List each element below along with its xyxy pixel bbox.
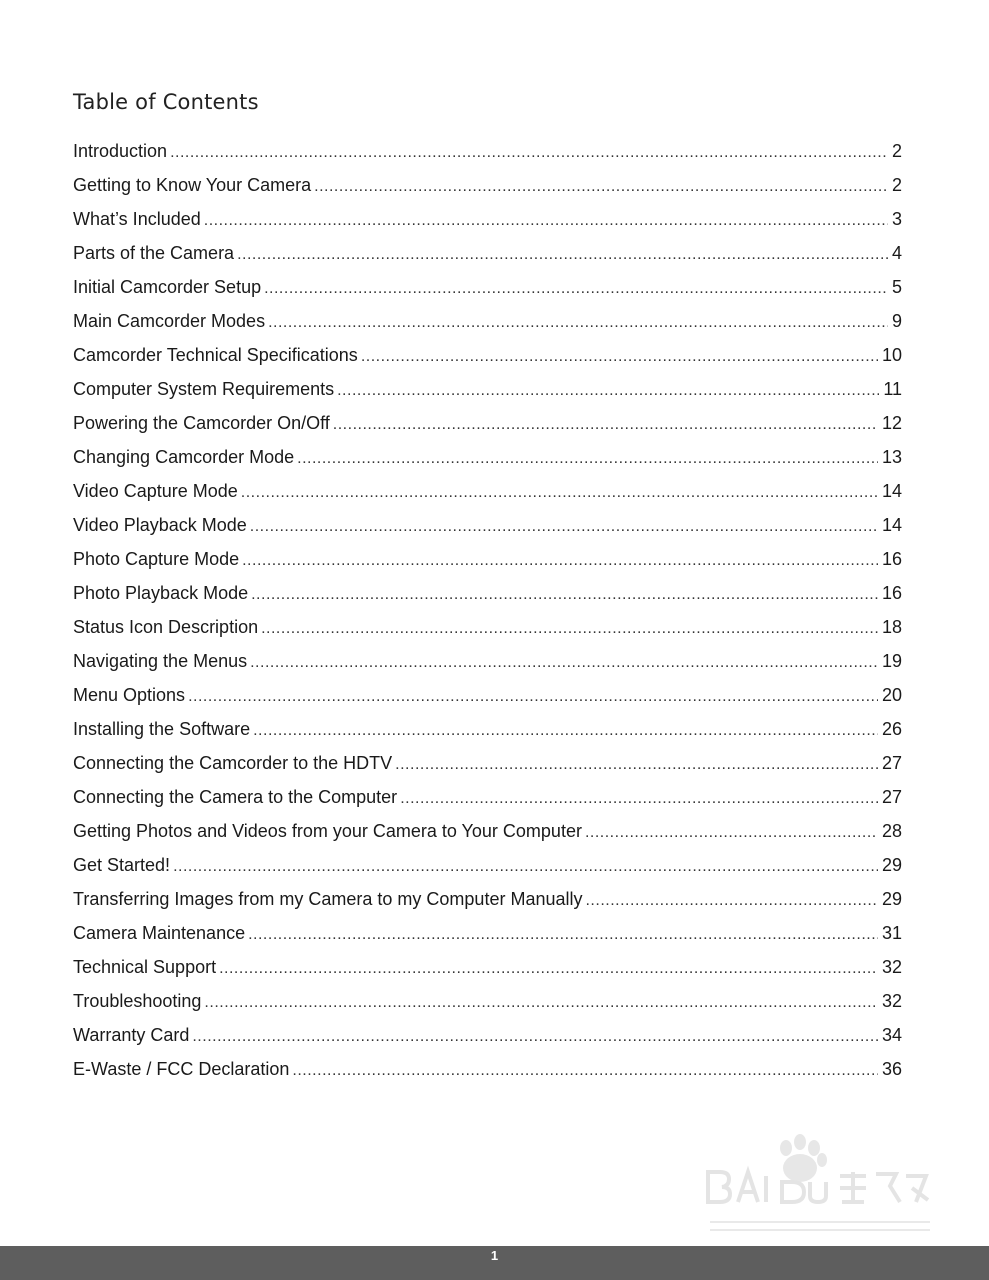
toc-entry bbox=[73, 542, 902, 576]
toc-entry bbox=[73, 882, 902, 916]
toc-entry-title: Technical Support bbox=[73, 957, 217, 977]
toc-entry bbox=[73, 950, 902, 984]
dot-leader bbox=[204, 204, 888, 236]
dot-leader bbox=[242, 544, 878, 576]
toc-entry bbox=[73, 134, 902, 168]
dot-leader bbox=[361, 340, 878, 372]
toc-entry bbox=[73, 916, 902, 950]
dot-leader bbox=[188, 680, 878, 712]
toc-entry-title: Transferring Images from my Camera to my Computer Manually bbox=[73, 889, 583, 909]
toc-entry-page: 9 bbox=[891, 311, 902, 331]
toc-entry-page: 26 bbox=[881, 719, 902, 739]
toc-entry-page: 5 bbox=[891, 277, 902, 297]
dot-leader bbox=[253, 714, 878, 746]
page-title: Table of Contents bbox=[73, 90, 259, 114]
page-number: 1 bbox=[490, 1248, 499, 1263]
toc-entry-page: 27 bbox=[881, 787, 902, 807]
toc-entry-title: Initial Camcorder Setup bbox=[73, 277, 262, 297]
toc-entry-title: Status Icon Description bbox=[73, 617, 259, 637]
toc-entry-page: 18 bbox=[881, 617, 902, 637]
dot-leader bbox=[219, 952, 878, 984]
toc-entry-page: 2 bbox=[891, 141, 902, 161]
toc-entry bbox=[73, 712, 902, 746]
toc-entry-page: 3 bbox=[891, 209, 902, 229]
dot-leader bbox=[250, 510, 878, 542]
toc-entry-page: 14 bbox=[881, 481, 902, 501]
toc-entry-title: Getting to Know Your Camera bbox=[73, 175, 312, 195]
dot-leader bbox=[268, 306, 888, 338]
toc-entry-title: Connecting the Camcorder to the HDTV bbox=[73, 753, 393, 773]
dot-leader bbox=[297, 442, 878, 474]
toc-entry-title: Main Camcorder Modes bbox=[73, 311, 266, 331]
dot-leader bbox=[204, 986, 878, 1018]
toc-entry-page: 13 bbox=[881, 447, 902, 467]
toc-entry-title: Navigating the Menus bbox=[73, 651, 248, 671]
dot-leader bbox=[241, 476, 878, 508]
toc-entry bbox=[73, 474, 902, 508]
baidu-jingyan-watermark bbox=[700, 1130, 940, 1240]
toc-entry-page: 29 bbox=[881, 855, 902, 875]
toc-entry-page: 27 bbox=[881, 753, 902, 773]
toc-entry bbox=[73, 270, 902, 304]
toc-entry bbox=[73, 1018, 902, 1052]
toc-entry-title: Get Started! bbox=[73, 855, 171, 875]
toc-entry-page: 28 bbox=[881, 821, 902, 841]
toc-entry-page: 20 bbox=[881, 685, 902, 705]
toc-entry-page: 12 bbox=[881, 413, 902, 433]
toc-entry bbox=[73, 644, 902, 678]
toc-entry-title: Photo Capture Mode bbox=[73, 549, 240, 569]
toc-entry-title: Video Capture Mode bbox=[73, 481, 238, 501]
toc-entry bbox=[73, 780, 902, 814]
toc-entry-page: 34 bbox=[881, 1025, 902, 1045]
toc-entry-title: Photo Playback Mode bbox=[73, 583, 249, 603]
dot-leader bbox=[173, 850, 878, 882]
toc-entry-title: Menu Options bbox=[73, 685, 186, 705]
toc-entry-title: Computer System Requirements bbox=[73, 379, 335, 399]
toc-entry bbox=[73, 372, 902, 406]
toc-entry-page: 11 bbox=[883, 379, 902, 399]
toc-entry-title: E-Waste / FCC Declaration bbox=[73, 1059, 290, 1079]
toc-entry-page: 4 bbox=[891, 243, 902, 263]
toc-entry bbox=[73, 984, 902, 1018]
toc-entry bbox=[73, 508, 902, 542]
dot-leader bbox=[264, 272, 888, 304]
toc-entry bbox=[73, 610, 902, 644]
toc-entry-title: Video Playback Mode bbox=[73, 515, 247, 535]
toc-entry-title: What’s Included bbox=[73, 209, 201, 229]
dot-leader bbox=[314, 170, 888, 202]
dot-leader bbox=[237, 238, 888, 270]
watermark-logotype bbox=[708, 1172, 928, 1202]
toc-entry-title: Powering the Camcorder On/Off bbox=[73, 413, 330, 433]
paw-icon bbox=[780, 1134, 827, 1182]
dot-leader bbox=[192, 1020, 878, 1052]
toc-entry-page: 19 bbox=[881, 651, 902, 671]
dot-leader bbox=[292, 1054, 878, 1086]
toc-entry bbox=[73, 440, 902, 474]
dot-leader bbox=[261, 612, 878, 644]
toc-entry-page: 2 bbox=[891, 175, 902, 195]
dot-leader bbox=[251, 578, 878, 610]
toc-entry-page: 31 bbox=[881, 923, 902, 943]
toc-entry-page: 14 bbox=[881, 515, 902, 535]
dot-leader bbox=[395, 748, 878, 780]
toc-entry bbox=[73, 576, 902, 610]
toc-entry-page: 10 bbox=[881, 345, 902, 365]
dot-leader bbox=[248, 918, 878, 950]
toc-entry-title: Troubleshooting bbox=[73, 991, 202, 1011]
dot-leader bbox=[250, 646, 878, 678]
toc-entry-title: Installing the Software bbox=[73, 719, 251, 739]
toc-entry bbox=[73, 848, 902, 882]
dot-leader bbox=[333, 408, 878, 440]
dot-leader bbox=[585, 816, 878, 848]
toc-entry-title: Warranty Card bbox=[73, 1025, 190, 1045]
dot-leader bbox=[585, 884, 877, 916]
dot-leader bbox=[170, 136, 888, 168]
footer-bar bbox=[0, 1246, 989, 1280]
toc-entry-page: 16 bbox=[881, 583, 902, 603]
toc-entry bbox=[73, 338, 902, 372]
toc-entry bbox=[73, 814, 902, 848]
toc-entry-title: Changing Camcorder Mode bbox=[73, 447, 295, 467]
dot-leader bbox=[337, 374, 879, 406]
toc-entry-title: Getting Photos and Videos from your Camera to Your Computer bbox=[73, 821, 582, 841]
toc-entry-page: 32 bbox=[881, 991, 902, 1011]
toc-entry-title: Camcorder Technical Specifications bbox=[73, 345, 358, 365]
toc-entry bbox=[73, 304, 902, 338]
toc-entry-title: Connecting the Camera to the Computer bbox=[73, 787, 398, 807]
toc-entry bbox=[73, 678, 902, 712]
toc-entry bbox=[73, 236, 902, 270]
toc-list bbox=[73, 134, 902, 1086]
toc-entry-title: Camera Maintenance bbox=[73, 923, 246, 943]
toc-entry-title: Introduction bbox=[73, 141, 168, 161]
dot-leader bbox=[400, 782, 878, 814]
toc-entry-page: 32 bbox=[881, 957, 902, 977]
toc-entry bbox=[73, 1052, 902, 1086]
watermark-url-strokes bbox=[710, 1222, 930, 1230]
toc-entry bbox=[73, 746, 902, 780]
toc-entry bbox=[73, 168, 902, 202]
toc-entry-page: 29 bbox=[881, 889, 902, 909]
toc-entry-page: 16 bbox=[881, 549, 902, 569]
toc-entry bbox=[73, 202, 902, 236]
toc-entry-page: 36 bbox=[881, 1059, 902, 1079]
toc-entry bbox=[73, 406, 902, 440]
toc-entry-title: Parts of the Camera bbox=[73, 243, 235, 263]
